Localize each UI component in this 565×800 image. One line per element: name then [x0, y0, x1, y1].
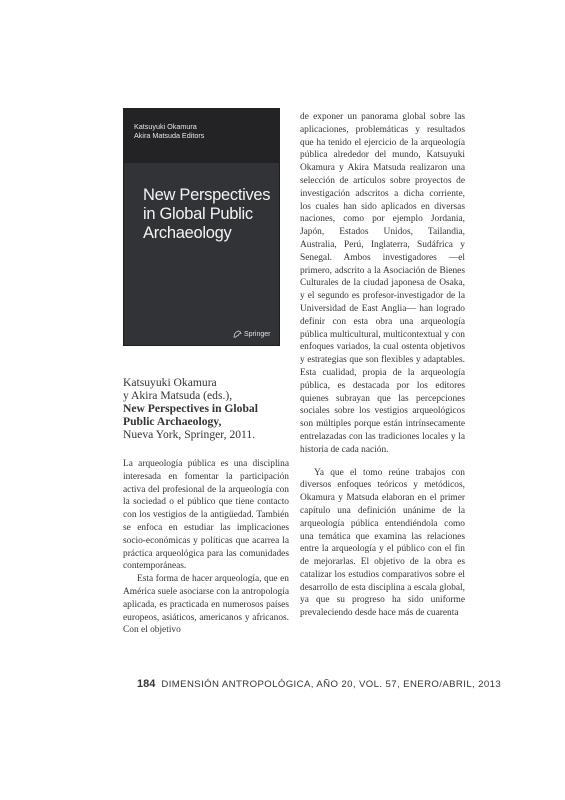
cover-editor-line: Katsuyuki Okamura	[134, 122, 197, 131]
journal-citation: DIMENSIÓN ANTROPOLÓGICA, AÑO 20, VOL. 57, ENERO/ABRIL, 2013	[161, 679, 502, 690]
ref-title: New Perspectives in Global	[123, 402, 258, 415]
paragraph: de exponer un panorama global sobre las aplicaciones, problemáticas y resultados que ha tenido el ejercicio de la arqueología pública alrededor del mundo, Katsuyuki Okamura y Akira Matsuda realizaron una selección de artículos sobre proyectos de investigación adscritos a dicha corriente, los cuales han sido aplicados en diversas naciones, como por ejemplo Jordania, Japón, Estados Unidos, Tailandia, Australia, Perú, Inglaterra, Sudáfrica y Senegal. Ambos investigadores —el primero, adscrito a la Asociación de Bienes Culturales de la ciudad japonesa de Osaka, y el segundo es profesor-investigador de la Universidad de East Anglia— han logrado definir con esta obra una arqueología pública multicultural, multicontextual y con enfoques variados, la cual ostenta objetivos y estrategias que son flexibles y adaptables. Esta cualidad, propia de la arqueología pública, es destacada por los editores quienes subrayan que las percepciones sociales sobre los vestigios arqueológicos son múltiples porque están intrínsecamente entrelazadas con las tradiciones locales y la historia de cada nación.	[300, 112, 465, 455]
cover-title-line: New Perspectives	[143, 186, 271, 204]
page-number: 184	[137, 678, 156, 690]
springer-horse-icon	[233, 330, 242, 338]
left-text-column	[123, 458, 289, 637]
paragraph: La arqueología pública es una disciplina interesada en fomentar la participación activa del profesional de la arqueología con la sociedad o el público que tiene contacto con los vestigios de la antigüedad. También se enfoca en estudiar las implicaciones socio-económicas y políticas que acarrea la práctica arqueológica para las comunidades contemporáneas.	[123, 459, 289, 572]
cover-title	[143, 186, 273, 243]
right-text-column	[300, 111, 465, 620]
paragraph: Ya que el tomo reúne trabajos con diversos enfoques teóricos y metódicos, Okamura y Matsuda elaboran en el primer capítulo una definición unánime de la arqueología pública entendiéndola como una temática que examina las relaciones entre la arqueología y el público con el fin de mejorarlas. El objetivo de la obra es catalizar los estudios comparativos sobre el desarrollo de esta disciplina a escala global, ya que su progreso ha sido uniforme prevaleciendo desde hace más de cuarenta	[300, 467, 465, 619]
cover-editors	[134, 122, 274, 140]
book-cover-image	[123, 108, 280, 346]
ref-author: y Akira Matsuda (eds.),	[123, 389, 233, 402]
cover-editor-line: Akira Matsuda Editors	[134, 131, 205, 140]
ref-author: Katsuyuki Okamura	[123, 376, 217, 389]
page-footer	[137, 678, 501, 690]
book-reference	[123, 376, 293, 441]
paragraph: Esta forma de hacer arqueología, que en América suele asociarse con la antropología aplicada, es practicada en numerosos países europeos, asiáticos, americanos y africanos. Con el objetivo	[123, 574, 289, 636]
ref-title: Public Archaeology,	[123, 415, 222, 428]
cover-publisher-logo	[233, 330, 270, 338]
cover-title-line: Archaeology	[143, 224, 232, 242]
ref-imprint: Nueva York, Springer, 2011.	[123, 428, 256, 441]
cover-publisher-name: Springer	[244, 330, 271, 338]
cover-title-line: in Global Public	[143, 205, 253, 223]
